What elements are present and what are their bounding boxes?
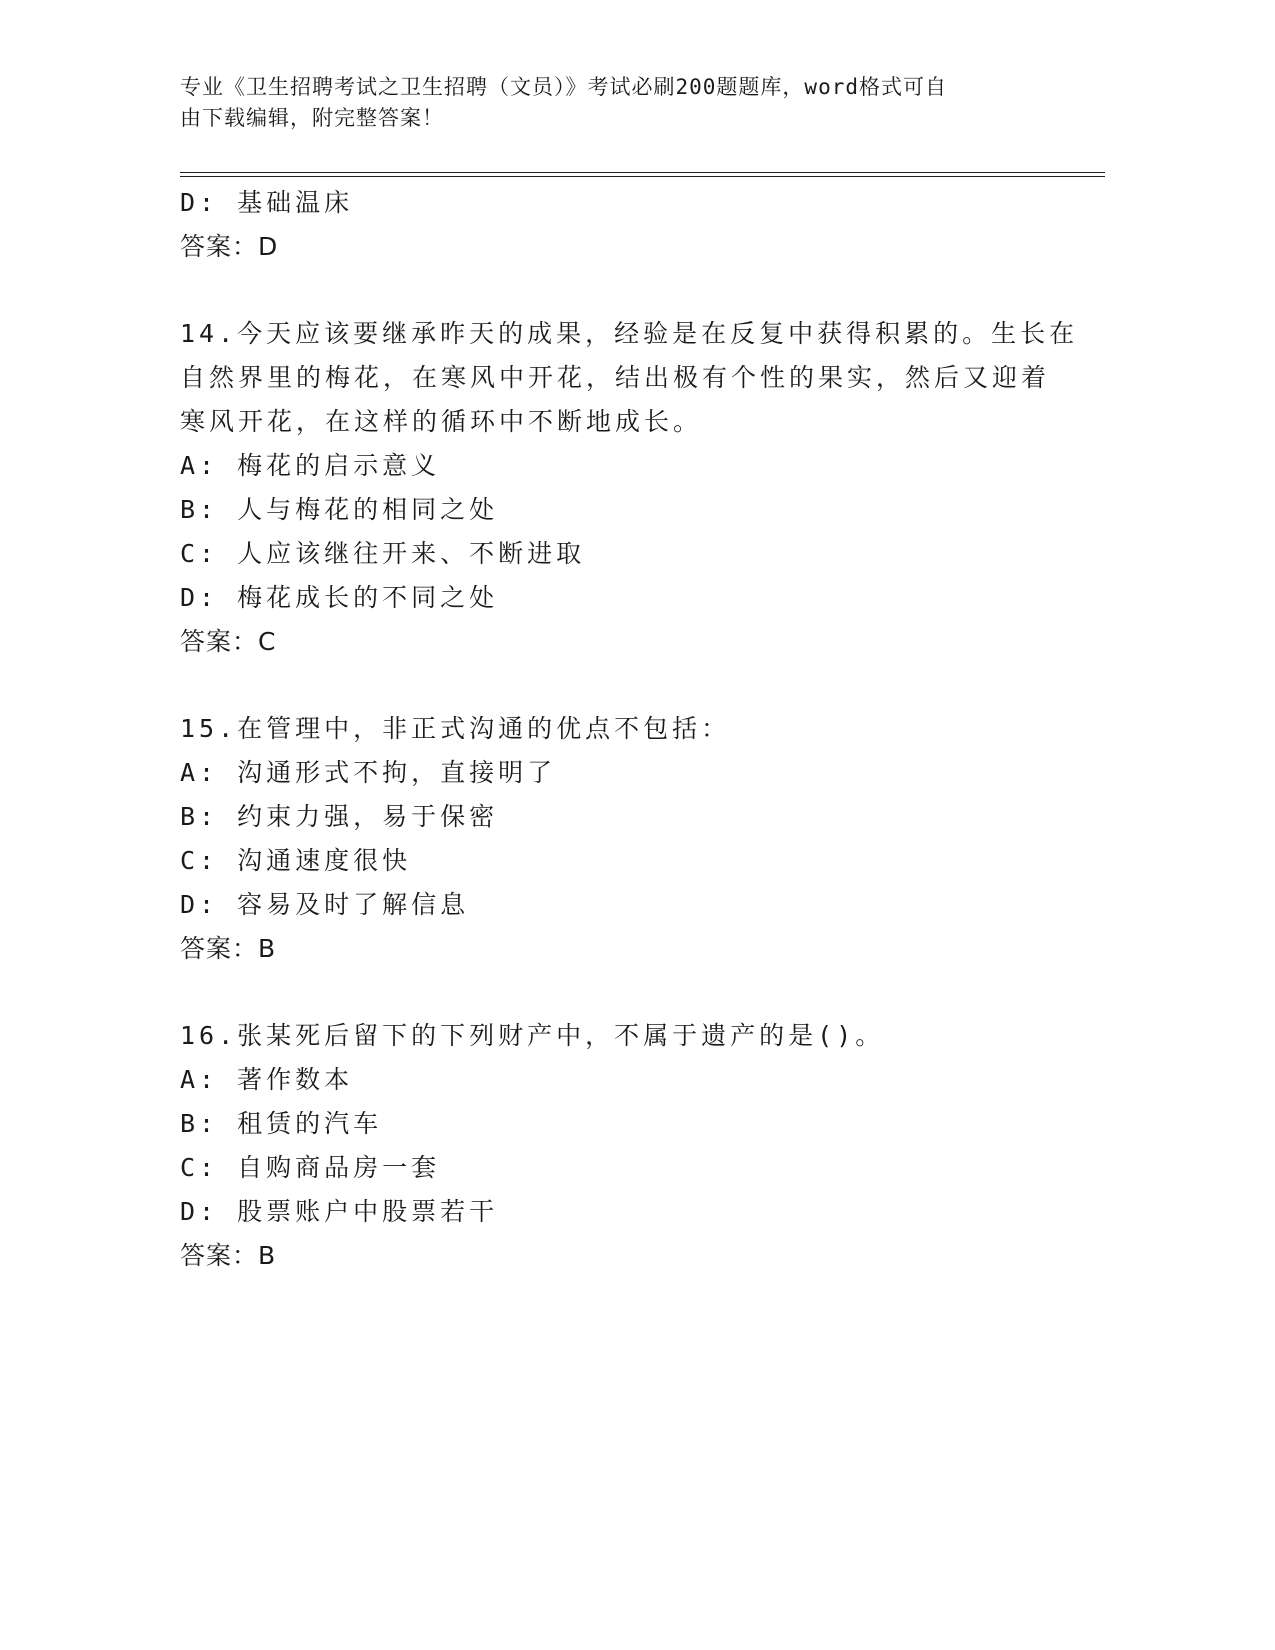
option-c: C: 人应该继往开来、不断进取 [180, 539, 586, 568]
document-header [180, 72, 1040, 134]
question-text-line: 16.张某死后留下的下列财产中，不属于遗产的是()。 [180, 1021, 885, 1050]
answer-line: 答案：C [180, 627, 277, 656]
option-d: D: 基础温床 [180, 188, 354, 217]
option-b: B: 租赁的汽车 [180, 1109, 383, 1138]
option-a: A: 沟通形式不拘，直接明了 [180, 758, 557, 787]
option-b: B: 约束力强，易于保密 [180, 802, 499, 831]
question-list [180, 181, 1079, 1278]
question-16 [180, 1014, 1040, 1278]
question-15 [180, 707, 1040, 971]
option-c: C: 自购商品房一套 [180, 1153, 441, 1182]
option-b: B: 人与梅花的相同之处 [180, 495, 499, 524]
question-text-line: 15.在管理中，非正式沟通的优点不包括： [180, 714, 731, 743]
header-line-2: 由下载编辑，附完整答案！ [180, 106, 444, 130]
question-14 [180, 312, 1079, 664]
answer-line: 答案：B [180, 1241, 277, 1270]
header-line-1: 专业《卫生招聘考试之卫生招聘（文员）》考试必刷200题题库，word格式可自 [180, 75, 947, 99]
option-a: A: 梅花的启示意义 [180, 451, 441, 480]
option-c: C: 沟通速度很快 [180, 846, 412, 875]
option-d: D: 股票账户中股票若干 [180, 1197, 499, 1226]
option-d: D: 梅花成长的不同之处 [180, 583, 499, 612]
question-text-line: 寒风开花，在这样的循环中不断地成长。 [180, 407, 703, 436]
header-divider [180, 172, 1105, 177]
answer-line: 答案：B [180, 934, 277, 963]
question-text-line: 14.今天应该要继承昨天的成果，经验是在反复中获得积累的。生长在 [180, 319, 1079, 348]
previous-question-tail [180, 181, 1040, 269]
answer-line: 答案：D [180, 232, 279, 261]
question-text-line: 自然界里的梅花，在寒风中开花，结出极有个性的果实，然后又迎着 [180, 363, 1051, 392]
option-a: A: 著作数本 [180, 1065, 354, 1094]
option-d: D: 容易及时了解信息 [180, 890, 470, 919]
